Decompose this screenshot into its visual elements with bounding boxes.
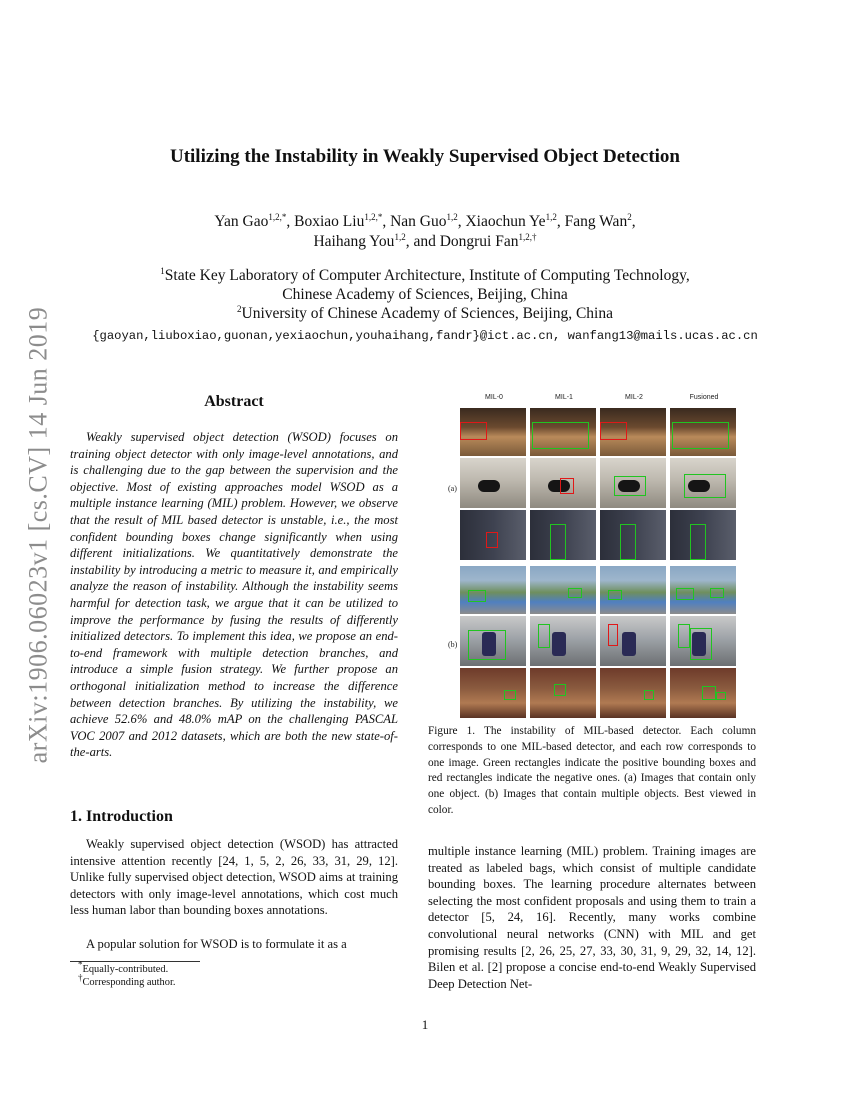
author-name: Boxiao Liu	[294, 213, 365, 230]
author-sep: ,	[286, 213, 295, 230]
positive-bounding-box	[608, 590, 622, 600]
affiliation-2	[0, 304, 850, 323]
footnote-mark: †	[78, 972, 83, 983]
positive-bounding-box	[550, 524, 566, 560]
positive-bounding-box	[690, 524, 706, 560]
affiliation-sup: 1	[160, 265, 165, 276]
author-name: Nan Guo	[390, 213, 447, 230]
arxiv-identifier: arXiv:1906.06023v1 [cs.CV] 14 Jun 2019	[23, 306, 53, 764]
author-name: Dongrui Fan	[439, 233, 519, 250]
figure-image-room	[530, 668, 596, 718]
figure-image-dark-scene	[600, 510, 666, 560]
author-name: Xiaochun Ye	[465, 213, 546, 230]
positive-bounding-box	[620, 524, 636, 560]
figure-image-cat-bed	[670, 408, 736, 456]
footnote-1	[78, 959, 169, 975]
figure-1	[448, 394, 748, 720]
figure-column-label: Fusioned	[689, 394, 719, 401]
figure-column-label: MIL-1	[555, 394, 573, 401]
footnote-rule	[70, 961, 200, 962]
figure-image-room	[600, 668, 666, 718]
negative-bounding-box	[608, 624, 618, 646]
figure-image-room	[670, 668, 736, 718]
affiliation-text: State Key Laboratory of Computer Architecture, Institute of Computing Technology,	[164, 267, 690, 284]
intro-paragraph-2-continued: multiple instance learning (MIL) problem. Training images are treated as labeled bags, which consist of multiple candidate bounding boxes. The learning procedure alternates between selecting the most confident proposals and using them to train a detector [5, 24, 16]. Recently, many works combine convolutional neural networks (CNN) with MIL and get promising results [2, 26, 25, 27, 33, 30, 31, 9, 29, 32, 14, 12]. Bilen et al. [2] propose a concise end-to-end Weakly Supervised Deep Detection Net-	[428, 844, 756, 991]
negative-bounding-box	[460, 422, 487, 440]
positive-bounding-box	[684, 474, 726, 498]
affiliation-text: University of Chinese Academy of Sciences, Beijing, China	[241, 305, 613, 322]
figure-image-dark-scene	[670, 510, 736, 560]
figure-column-label: MIL-2	[625, 394, 643, 401]
positive-bounding-box	[468, 630, 506, 660]
section-heading-introduction: 1. Introduction	[70, 808, 173, 825]
author-sep: ,	[457, 213, 466, 230]
author-name: Haihang You	[313, 233, 395, 250]
author-line-2	[0, 232, 850, 252]
figure-image-black-cat	[600, 458, 666, 508]
positive-bounding-box	[676, 588, 694, 600]
positive-bounding-box	[614, 476, 646, 496]
figure-image-dark-scene	[530, 510, 596, 560]
author-sup: 1,2	[446, 211, 458, 222]
figure-column-label: MIL-0	[485, 394, 503, 401]
affiliation-text: Chinese Academy of Sciences, Beijing, China	[282, 286, 568, 303]
affiliation-1	[0, 266, 850, 285]
figure-image-black-cat	[460, 458, 526, 508]
author-sup: 1,2,*	[268, 211, 287, 222]
figure-image-cat-bed	[460, 408, 526, 456]
positive-bounding-box	[710, 588, 724, 598]
footnote-mark: *	[78, 959, 83, 970]
footnote-text: Corresponding author.	[82, 977, 176, 988]
author-list	[0, 212, 850, 252]
negative-bounding-box	[486, 532, 498, 548]
positive-bounding-box	[644, 690, 654, 700]
figure-image-cars-road	[530, 566, 596, 614]
page-number: 1	[421, 1017, 429, 1032]
footnote-text: Equally-contributed.	[82, 964, 169, 975]
positive-bounding-box	[716, 692, 726, 700]
positive-bounding-box	[504, 690, 516, 700]
positive-bounding-box	[568, 588, 582, 598]
figure-image-black-cat	[670, 458, 736, 508]
author-sup: 2	[627, 211, 632, 222]
positive-bounding-box	[672, 422, 729, 449]
author-name: Yan Gao	[214, 213, 269, 230]
positive-bounding-box	[690, 628, 712, 660]
figure-image-cars-road	[670, 566, 736, 614]
figure-row-group-label: (b)	[448, 640, 458, 649]
author-emails: {gaoyan,liuboxiao,guonan,yexiaochun,youhaihang,fandr}@ict.ac.cn, wanfang13@mails.ucas.ac.cn	[92, 329, 758, 343]
figure-image-black-cat	[530, 458, 596, 508]
affiliation-sup: 2	[237, 303, 242, 314]
positive-bounding-box	[702, 686, 716, 700]
figure-row-group-label: (a)	[448, 484, 457, 493]
author-line-1	[0, 212, 850, 232]
positive-bounding-box	[532, 422, 589, 449]
author-sep: , and	[405, 233, 440, 250]
author-sup: 1,2	[394, 231, 406, 242]
author-sup: 1,2	[545, 211, 557, 222]
figure-image-cat-bed	[600, 408, 666, 456]
negative-bounding-box	[560, 478, 574, 494]
figure-image-motorbikes	[600, 616, 666, 666]
figure-image-motorbikes	[460, 616, 526, 666]
intro-paragraph-2: A popular solution for WSOD is to formulate it as a	[86, 937, 347, 951]
abstract-text: Weakly supervised object detection (WSOD) focuses on training object detector with only image-level annotations, and is challenging due to the gap between the supervision and the objective. Most of existing approaches model WSOD as a multiple instance learning (MIL) problem. However, we observe that the result of MIL based detector is unstable, i.e., the most confident bounding boxes change significantly when using different initializations. We quantitatively demonstrate the instability by introducing a metric to measure it, and empirically analyze the reason of instability. Although the instability seems harmful for detection task, we argue that it can be utilized to improve the performance by fusing the results of differently initialized detectors. To implement this idea, we propose an end-to-end framework with multiple detection branches, and introduce a simple fusion strategy. We further propose an orthogonal initialization method to increase the difference between detection branches. By utilizing the instability, we achieve 52.6% and 48.0% mAP on the challenging PASCAL VOC 2007 and 2012 datasets, which are both the new state-of-the-arts.	[70, 430, 398, 760]
positive-bounding-box	[468, 590, 486, 602]
figure-image-cars-road	[600, 566, 666, 614]
figure-image-room	[460, 668, 526, 718]
author-sep: ,	[556, 213, 565, 230]
negative-bounding-box	[600, 422, 627, 440]
author-sep: ,	[631, 213, 636, 230]
figure-1-caption: Figure 1. The instability of MIL-based detector. Each column corresponds to one MIL-based detector, and each row corresponds to one image. Green rectangles indicate the positive bounding boxes and red rectangles indicate the negative ones. (a) Images that contain only one object. (b) Images that contain multiple objects. Best viewed in color.	[428, 725, 756, 816]
author-sup: 1,2,†	[518, 231, 537, 242]
author-sep: ,	[382, 213, 391, 230]
figure-image-cars-road	[460, 566, 526, 614]
figure-image-motorbikes	[530, 616, 596, 666]
abstract-heading: Abstract	[204, 393, 264, 410]
author-name: Fang Wan	[564, 213, 628, 230]
positive-bounding-box	[678, 624, 690, 648]
paper-title: Utilizing the Instability in Weakly Supervised Object Detection	[169, 146, 680, 167]
figure-image-cat-bed	[530, 408, 596, 456]
affiliations	[0, 266, 850, 323]
intro-paragraph-1: Weakly supervised object detection (WSOD) has attracted intensive attention recently [24, 1, 5, 2, 26, 33, 31, 29, 12]. Unlike fully supervised object detection, WSOD aims at training detectors with only image-level annotations, which cost much less human labor than bounding boxes annotations.	[70, 837, 398, 918]
figure-image-dark-scene	[460, 510, 526, 560]
author-sup: 1,2,*	[364, 211, 383, 222]
positive-bounding-box	[538, 624, 550, 648]
figure-image-motorbikes	[670, 616, 736, 666]
footnote-2	[78, 972, 176, 988]
positive-bounding-box	[554, 684, 566, 696]
affiliation-1-cont	[0, 285, 850, 304]
arxiv-stamp	[8, 295, 68, 775]
